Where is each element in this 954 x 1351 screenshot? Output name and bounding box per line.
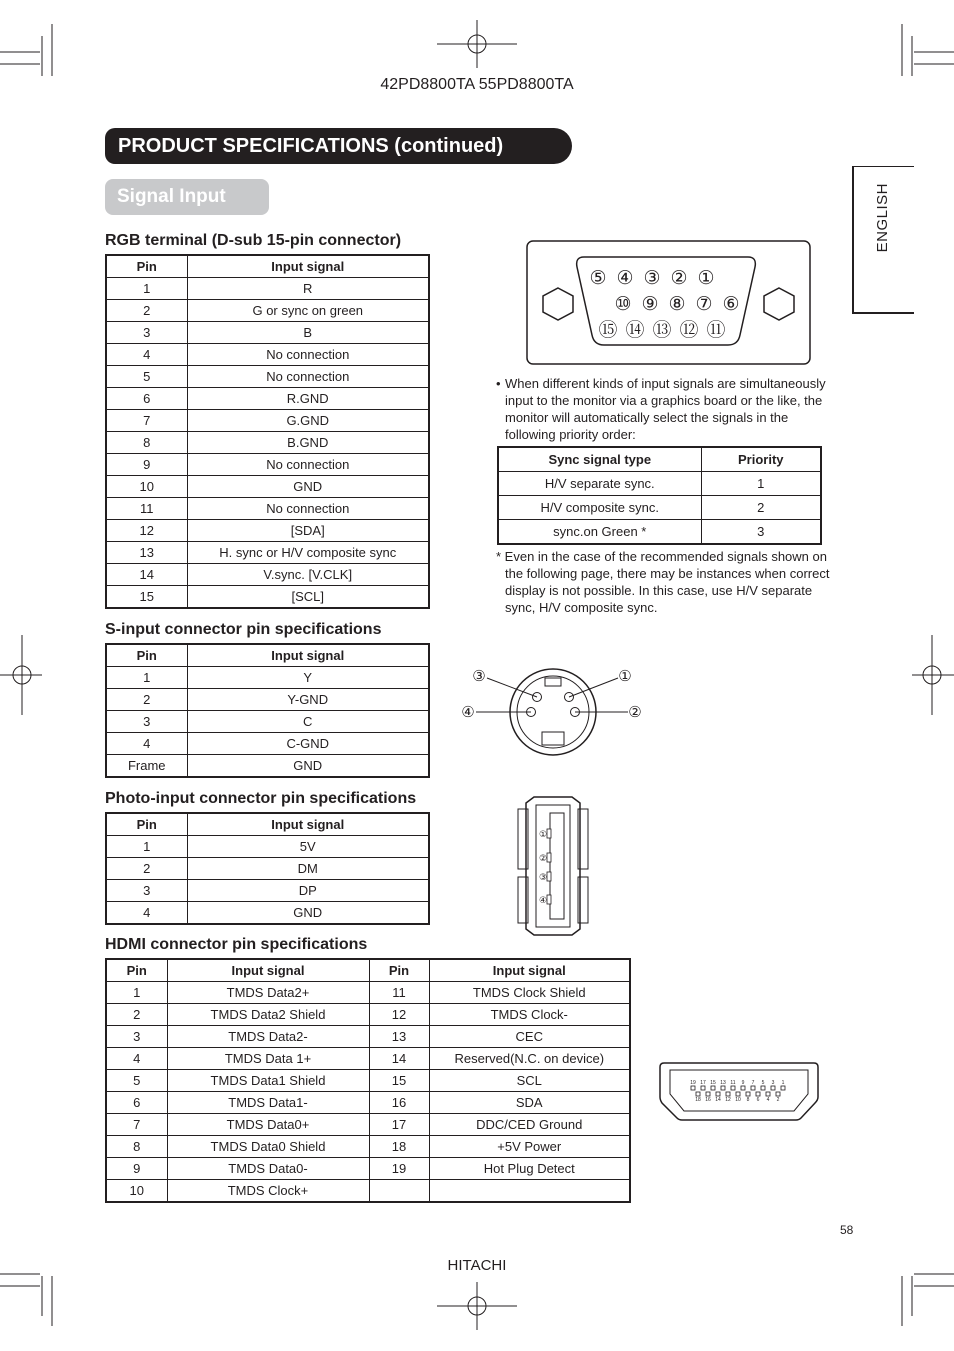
table-cell: 17	[369, 1114, 429, 1136]
table-cell: 15	[106, 586, 187, 609]
table-cell: GND	[187, 476, 429, 498]
table-cell: 4	[106, 1048, 167, 1070]
table-cell: 1	[106, 278, 187, 300]
hdmi-pin-label: 19	[690, 1080, 696, 1086]
hdmi-pin-contact	[691, 1086, 695, 1090]
priority-table	[497, 446, 822, 545]
table-cell: 10	[106, 476, 187, 498]
table-cell: V.sync. [V.CLK]	[187, 564, 429, 586]
dsub-pin-label: ⑤	[589, 268, 607, 289]
hdmi-pin-contact	[706, 1092, 710, 1096]
dsub-connector-diagram	[526, 240, 812, 367]
hdmi-pin-label: 7	[751, 1080, 755, 1086]
hdmi-pin-contact	[766, 1092, 770, 1096]
table-row	[106, 982, 630, 1004]
table-row	[106, 410, 429, 432]
hdmi-pin-label: 3	[771, 1080, 775, 1086]
table-row	[106, 1114, 630, 1136]
table-cell: +5V Power	[429, 1136, 630, 1158]
table-row	[106, 300, 429, 322]
table-cell: C-GND	[187, 733, 429, 755]
hdmi-pin-contact	[781, 1086, 785, 1090]
table-cell: G.GND	[187, 410, 429, 432]
table-cell: 4	[106, 902, 187, 925]
table-cell: 1	[106, 667, 187, 689]
table-row	[106, 1026, 630, 1048]
table-cell: 4	[106, 733, 187, 755]
hdmi-pin-label: 5	[761, 1080, 765, 1086]
hdmi-connector-diagram	[658, 1062, 820, 1122]
table-cell	[429, 1180, 630, 1203]
table-cell: B.GND	[187, 432, 429, 454]
table-cell: TMDS Clock Shield	[429, 982, 630, 1004]
table-cell: 2	[106, 689, 187, 711]
table-cell: TMDS Data0-	[167, 1158, 369, 1180]
table-cell: 15	[369, 1070, 429, 1092]
table-row	[106, 667, 429, 689]
table-cell: 2	[106, 300, 187, 322]
table-cell: 7	[106, 410, 187, 432]
table-cell: H/V separate sync.	[498, 472, 701, 496]
hdmi-pin-contact	[696, 1092, 700, 1096]
model-number: 42PD8800TA 55PD8800TA	[380, 76, 574, 93]
sinput-pin-label: ①	[618, 668, 632, 685]
dsub-pin-label: ⑦	[695, 294, 713, 315]
col-header: Input signal	[187, 255, 429, 278]
bullet-icon: •	[496, 376, 501, 391]
table-cell: TMDS Data1 Shield	[167, 1070, 369, 1092]
hdmi-pin-label: 12	[725, 1097, 731, 1103]
table-cell: No connection	[187, 366, 429, 388]
table-row	[106, 454, 429, 476]
table-cell: DDC/CED Ground	[429, 1114, 630, 1136]
table-cell: 6	[106, 388, 187, 410]
photo-pin-table	[105, 812, 430, 925]
table-cell: 13	[106, 542, 187, 564]
table-row	[106, 432, 429, 454]
hdmi-pin-contact	[751, 1086, 755, 1090]
dsub-pin-label: ⑮	[598, 320, 618, 341]
dsub-pin-label: ③	[643, 268, 661, 289]
hdmi-pin-label: 9	[741, 1080, 745, 1086]
hdmi-pin-contact	[701, 1086, 705, 1090]
hdmi-pin-contact	[761, 1086, 765, 1090]
table-cell: Hot Plug Detect	[429, 1158, 630, 1180]
table-row	[106, 1158, 630, 1180]
table-cell: DP	[187, 880, 429, 902]
table-cell: B	[187, 322, 429, 344]
hdmi-pin-label: 16	[705, 1097, 711, 1103]
language-tab	[852, 166, 914, 314]
table-cell: 3	[106, 711, 187, 733]
dsub-pin-label: ⑬	[652, 320, 672, 341]
brand-footer: HITACHI	[447, 1257, 507, 1274]
table-row	[106, 1136, 630, 1158]
table-row	[106, 344, 429, 366]
hdmi-pin-table	[105, 958, 631, 1203]
table-cell: TMDS Data2-	[167, 1026, 369, 1048]
col-header: Input signal	[167, 959, 369, 982]
hdmi-pin-contact	[746, 1092, 750, 1096]
table-cell: TMDS Data1-	[167, 1092, 369, 1114]
table-cell: TMDS Clock+	[167, 1180, 369, 1203]
table-cell: 2	[106, 858, 187, 880]
sinput-connector-diagram	[458, 660, 648, 760]
table-row	[106, 836, 429, 858]
table-cell: 19	[369, 1158, 429, 1180]
table-cell: No connection	[187, 454, 429, 476]
table-row	[106, 711, 429, 733]
sinput-pin-table	[105, 643, 430, 778]
dsub-pin-label: ⑩	[614, 294, 632, 315]
table-cell: SCL	[429, 1070, 630, 1092]
subsection-banner: Signal Input	[105, 179, 269, 215]
dsub-pin-label: ④	[616, 268, 634, 289]
hdmi-pin-contact	[771, 1086, 775, 1090]
sinput-pin-label: ③	[472, 668, 486, 685]
priority-footnote-text: * Even in the case of the recommended signals shown on the following page, there may be instances when correct display is not possible. In this case, use H/V separate sync, H/V composite sync.	[496, 549, 830, 615]
table-cell: 3	[701, 520, 821, 545]
hdmi-pin-contact	[726, 1092, 730, 1096]
hdmi-pin-label: 1	[781, 1080, 785, 1086]
priority-note-text: When different kinds of input signals are simultaneously input to the monitor via a graphics board or the like, the monitor will automatically select the signals in the following priority order:	[505, 376, 826, 442]
table-cell: H/V composite sync.	[498, 496, 701, 520]
table-cell: 12	[106, 520, 187, 542]
table-cell: No connection	[187, 344, 429, 366]
table-cell: 2	[701, 496, 821, 520]
table-row	[106, 564, 429, 586]
table-cell: [SCL]	[187, 586, 429, 609]
table-row	[106, 520, 429, 542]
table-row	[106, 1004, 630, 1026]
language-tab-label: ENGLISH	[874, 183, 891, 253]
table-cell: 1	[106, 836, 187, 858]
dsub-pin-label: ⑪	[706, 320, 726, 341]
table-row	[498, 520, 821, 545]
table-cell	[369, 1180, 429, 1203]
table-cell: 8	[106, 432, 187, 454]
table-cell: 3	[106, 322, 187, 344]
hdmi-pin-label: 4	[766, 1097, 770, 1103]
table-cell: Reserved(N.C. on device)	[429, 1048, 630, 1070]
table-row	[498, 496, 821, 520]
table-row	[106, 278, 429, 300]
col-header: Pin	[106, 644, 187, 667]
hdmi-pin-label: 18	[695, 1097, 701, 1103]
rgb-pin-table	[105, 254, 430, 609]
hdmi-pin-label: 15	[710, 1080, 716, 1086]
hdmi-pin-label: 13	[720, 1080, 726, 1086]
dsub-pin-label: ①	[697, 268, 715, 289]
table-row	[106, 880, 429, 902]
hdmi-title: HDMI connector pin specifications	[105, 936, 368, 953]
priority-note	[496, 375, 841, 443]
table-row	[106, 858, 429, 880]
col-header: Input signal	[187, 813, 429, 836]
usb-pin-label: ③	[538, 872, 548, 882]
table-cell: SDA	[429, 1092, 630, 1114]
table-cell: 8	[106, 1136, 167, 1158]
col-header: Sync signal type	[498, 447, 701, 472]
table-cell: TMDS Data2+	[167, 982, 369, 1004]
hdmi-pin-label: 10	[735, 1097, 741, 1103]
hdmi-pin-contact	[741, 1086, 745, 1090]
usb-pin-label: ④	[538, 895, 548, 905]
hdmi-pin-contact	[731, 1086, 735, 1090]
table-row	[106, 1180, 630, 1203]
table-cell: Y	[187, 667, 429, 689]
table-cell: R.GND	[187, 388, 429, 410]
table-cell: 11	[369, 982, 429, 1004]
table-cell: GND	[187, 902, 429, 925]
table-row	[106, 1048, 630, 1070]
sinput-pin-label: ④	[461, 704, 475, 721]
table-cell: 1	[106, 982, 167, 1004]
table-cell: Y-GND	[187, 689, 429, 711]
hdmi-pin-label: 14	[715, 1097, 721, 1103]
table-cell: 1	[701, 472, 821, 496]
table-cell: 4	[106, 344, 187, 366]
table-row	[106, 388, 429, 410]
table-cell: TMDS Data2 Shield	[167, 1004, 369, 1026]
hdmi-pin-label: 8	[746, 1097, 750, 1103]
table-row	[106, 366, 429, 388]
hdmi-pin-label: 2	[776, 1097, 780, 1103]
table-cell: 3	[106, 1026, 167, 1048]
usb-connector-diagram	[514, 795, 592, 937]
table-cell: TMDS Data 1+	[167, 1048, 369, 1070]
col-header: Pin	[106, 255, 187, 278]
table-cell: TMDS Data0 Shield	[167, 1136, 369, 1158]
usb-pin-label: ②	[538, 853, 548, 863]
hdmi-pin-label: 11	[730, 1080, 736, 1086]
col-header: Pin	[106, 959, 167, 982]
dsub-pin-label: ⑥	[722, 294, 740, 315]
table-cell: 16	[369, 1092, 429, 1114]
hdmi-pin-label: 17	[700, 1080, 706, 1086]
table-cell: GND	[187, 755, 429, 778]
table-cell: 5	[106, 1070, 167, 1092]
table-cell: DM	[187, 858, 429, 880]
col-header: Pin	[369, 959, 429, 982]
table-cell: CEC	[429, 1026, 630, 1048]
col-header: Input signal	[429, 959, 630, 982]
usb-pin-label: ①	[538, 829, 548, 839]
table-cell: TMDS Data0+	[167, 1114, 369, 1136]
table-cell: 9	[106, 1158, 167, 1180]
table-cell: 9	[106, 454, 187, 476]
hdmi-pin-contact	[716, 1092, 720, 1096]
table-cell: 7	[106, 1114, 167, 1136]
table-cell: No connection	[187, 498, 429, 520]
hdmi-pin-contact	[721, 1086, 725, 1090]
hdmi-pin-contact	[756, 1092, 760, 1096]
sinput-pin-label: ②	[628, 704, 642, 721]
table-cell: 11	[106, 498, 187, 520]
sinput-title: S-input connector pin specifications	[105, 621, 382, 638]
dsub-pin-label: ⑫	[679, 320, 699, 341]
col-header: Input signal	[187, 644, 429, 667]
table-row	[106, 322, 429, 344]
table-cell: 3	[106, 880, 187, 902]
table-cell: Frame	[106, 755, 187, 778]
table-cell: [SDA]	[187, 520, 429, 542]
table-cell: sync.on Green *	[498, 520, 701, 545]
table-cell: 2	[106, 1004, 167, 1026]
table-row	[106, 689, 429, 711]
hdmi-pin-contact	[776, 1092, 780, 1096]
dsub-pin-label: ⑨	[641, 294, 659, 315]
table-row	[106, 733, 429, 755]
table-row	[106, 542, 429, 564]
photo-title: Photo-input connector pin specifications	[105, 790, 417, 807]
rgb-title: RGB terminal (D-sub 15-pin connector)	[105, 232, 402, 249]
table-cell: 14	[106, 564, 187, 586]
table-cell: H. sync or H/V composite sync	[187, 542, 429, 564]
table-row	[106, 476, 429, 498]
hdmi-pin-contact	[711, 1086, 715, 1090]
hdmi-pin-label: 6	[756, 1097, 760, 1103]
table-cell: 18	[369, 1136, 429, 1158]
table-cell: C	[187, 711, 429, 733]
page-number: 58	[840, 1223, 854, 1237]
table-cell: R	[187, 278, 429, 300]
table-row	[106, 1070, 630, 1092]
table-cell: 10	[106, 1180, 167, 1203]
dsub-pin-label: ②	[670, 268, 688, 289]
table-row	[106, 755, 429, 778]
section-banner: PRODUCT SPECIFICATIONS (continued)	[105, 128, 572, 164]
table-cell: 6	[106, 1092, 167, 1114]
table-cell: 12	[369, 1004, 429, 1026]
hdmi-pin-contact	[736, 1092, 740, 1096]
table-row	[106, 1092, 630, 1114]
table-cell: G or sync on green	[187, 300, 429, 322]
table-cell: 14	[369, 1048, 429, 1070]
table-cell: 5	[106, 366, 187, 388]
col-header: Pin	[106, 813, 187, 836]
priority-footnote	[496, 548, 841, 616]
dsub-pin-label: ⑧	[668, 294, 686, 315]
table-row	[498, 472, 821, 496]
table-row	[106, 902, 429, 925]
table-row	[106, 586, 429, 609]
table-cell: 5V	[187, 836, 429, 858]
dsub-pin-label: ⑭	[625, 320, 645, 341]
table-cell: 13	[369, 1026, 429, 1048]
table-row	[106, 498, 429, 520]
col-header: Priority	[701, 447, 821, 472]
table-cell: TMDS Clock-	[429, 1004, 630, 1026]
